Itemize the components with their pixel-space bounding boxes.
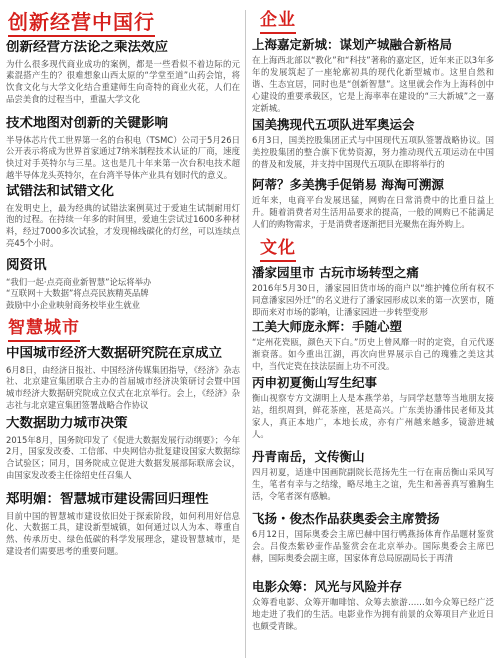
article-title[interactable]: 潘家园里市 古玩市场转型之痛 (252, 266, 419, 280)
article-title[interactable]: 国美携现代五项队进军奥运会 (252, 118, 415, 132)
section-heading-smart-city: 智慧城市 (8, 320, 80, 342)
article-title[interactable]: 丹青南岳，文传衡山 (252, 450, 365, 464)
article (252, 376, 494, 441)
section-heading-enterprise: 企业 (260, 12, 296, 34)
article-title[interactable]: 大数据助力城市决策 (6, 416, 128, 431)
article-title[interactable]: 上海嘉定新城：谋划产城融合新格局 (252, 38, 453, 52)
article (252, 320, 494, 373)
column-divider (245, 10, 246, 658)
article-body: 为什么很多现代商业成功的案例，都是一些看似不着边际的元素混搭产生的？很难想象山西太原的“学堂至道”山药会馆，将饮食文化与大学文化结合重建师生向奇特的商业火花，人们在品尝美食的过程当中，重温大学文化 (6, 58, 240, 105)
article-title[interactable]: 技术地图对创新的关键影响 (6, 116, 168, 131)
article-body: 目前中国的智慧城市建设依旧处于探索阶段，如何利用好信息化、大数据工具，建设新型城镇，如何通过以人为本、尊重自然、传承历史、绿色低碳的科学发展理念，建设智慧城市，是建设者们需要思考的重要问题。 (6, 510, 240, 557)
article (252, 450, 494, 503)
article-title[interactable]: 试错法和试错文化 (6, 184, 114, 199)
left-column (6, 0, 240, 664)
article-title[interactable]: 中国城市经济大数据研究院在京成立 (6, 346, 222, 361)
article (6, 258, 240, 313)
article-title[interactable]: 工美大师庞永辉：手随心塑 (252, 320, 403, 334)
article-body: 众筹看电影、众筹开咖啡馆、众筹去旅游……如今众筹已经广泛地走进了我们的生活。电影业作为拥有前景的众筹项目产业近日也颇受青睐。 (252, 597, 494, 632)
article-title[interactable]: 阅资讯 (6, 258, 47, 273)
right-column (252, 0, 494, 664)
article (252, 38, 494, 115)
article (6, 40, 240, 107)
article-title[interactable]: 电影众筹：风光与风险并存 (252, 580, 403, 594)
article (6, 416, 240, 495)
article-title[interactable]: 郑明媚：智慧城市建设需回归理性 (6, 492, 209, 507)
article-body: 6月3日，国美控股集团正式与中国现代五项队签署战略协议。国美控股集团的整合旗下优势资源，努力推动现代五项运动在中国的普及和发展，并支持中国现代五项队在即将举行的 (252, 135, 494, 170)
article-body: 衡山视察专方文湖明上人是本燕学弟，与同学赵慧等当地朋友接站，组织周到，鲜花茶座，甚是高兴。广东美协潘伟民老师及其家人，真正本地广，本地长成，亦有广州越来越多，镜游进城人。 (252, 393, 494, 440)
article-body: “定州花瓷瓯，颜色天下白。”历史上曾风靡一时的定瓷，自元代逐渐衰落。如今重出江湖，再次向世界展示自己的瑰雅之美这其中，当代定瓷在技法层面上功不可没。 (252, 337, 494, 372)
article (252, 512, 494, 577)
article-body: 2016年5月30日，潘家园旧货市场的商户以“维护摊位所有权不同意潘家园外迁”的名义进行了潘家园形成以来的第一次罢市，随即而来对市场的影响，让潘家园进一步转型变形 (252, 283, 494, 318)
article (6, 184, 240, 251)
article-body: 6月8日，由经济日报社、中国经济传媒集团指导，《经济》杂志社、北京建宣集团联合主办的首届城市经济决策研讨会暨中国城市经济大数据研究院成立仪式在北京举行。会上，《经济》杂志社与北京建宣集团签署战略合作协议 (6, 364, 240, 411)
article-body: 在发明史上，最为经典的试错法案例莫过于爱迪生试制耐用灯泡的过程。在持续一年多的时间里，爱迪生尝试过1600多种材料，经过7000多次试验，才发现棉线碳化的灯丝，可以连续点亮45个小时。 (6, 202, 240, 249)
article (252, 178, 494, 243)
article-title[interactable]: 丙申初夏衡山写生纪事 (252, 376, 378, 390)
article (252, 266, 494, 319)
article-title[interactable]: 飞扬・俊杰作品获奥委会主席赞扬 (252, 512, 440, 526)
article-body: 在上海西北部以“教化”和“科技”著称的嘉定区，近年来正以3年多年的发展筑起了一座轮廓初具的现代化新型城市。这里自然和谐、生态宜居，同时也是“创新智慧”。这里就会作为上海科创中心建设的重要承载区，它是上海率率在建设的“三大新城”之一嘉定新城。 (252, 55, 494, 114)
article (252, 580, 494, 645)
article-title[interactable]: 阿蒂？多美携手促销易 海淘可溯源 (252, 178, 444, 192)
article-body: 半导体芯片代工世界第一名的台积电（TSMC）公司于5月26日公开表示将成为世界首家通过7纳米制程技术认证的厂商，速度快过对手英特尔与三星。这也是几十年来第一次台积电技术超越半导体龙头英特尔，在台湾半导体产业具有划时代的意义。 (6, 134, 240, 181)
article (6, 346, 240, 413)
news-brief-list: “我们一起·点亮商业新智慧”论坛将举办 “互联网＋大数据”将点亮民族精英品牌 鼓励中小企业映射商务校毕业生就业 (6, 276, 152, 311)
article-body: 6月12日，国际奥委会主席巴赫中国行鸭燕扬体育作品题材鉴赏会。吕俊杰紫砂壶作品鉴赏会在北京举办。国际奥委会主席巴赫，国际奥委会副主席，国家体育总局原副局长于再清 (252, 529, 494, 564)
article-body: 近年来，电商平台发展迅猛，网购在日常消费中的比重日益上升。随着消费者对生活用品要求的提高，一般的网购已不能满足人们的购物需求，于是消费者逐渐把目光聚焦在海外购上。 (252, 195, 494, 230)
article (252, 118, 494, 183)
section-heading-culture: 文化 (260, 240, 296, 262)
article-title[interactable]: 创新经营方法论之乘法效应 (6, 40, 168, 55)
article (6, 492, 240, 571)
article (6, 116, 240, 195)
article-body: 2015年8月，国务院印发了《促进大数据发展行动纲要》；今年2月，国家发改委、工信部、中央网信办批复建设国家大数据综合试验区；同月，国务院成立促进大数据发展部际联席会议，由国家发改委主任徐绍史任召集人 (6, 434, 240, 481)
article-body: 四月初夏，适逢中国画院副院长范扬先生一行在南岳衡山采风写生，笔者有幸与之结缘，略尽地主之谊，先生和善善真写雅胸生活，令笔者深有感触。 (252, 467, 494, 502)
section-heading-innovation: 创新经营中国行 (8, 12, 155, 37)
